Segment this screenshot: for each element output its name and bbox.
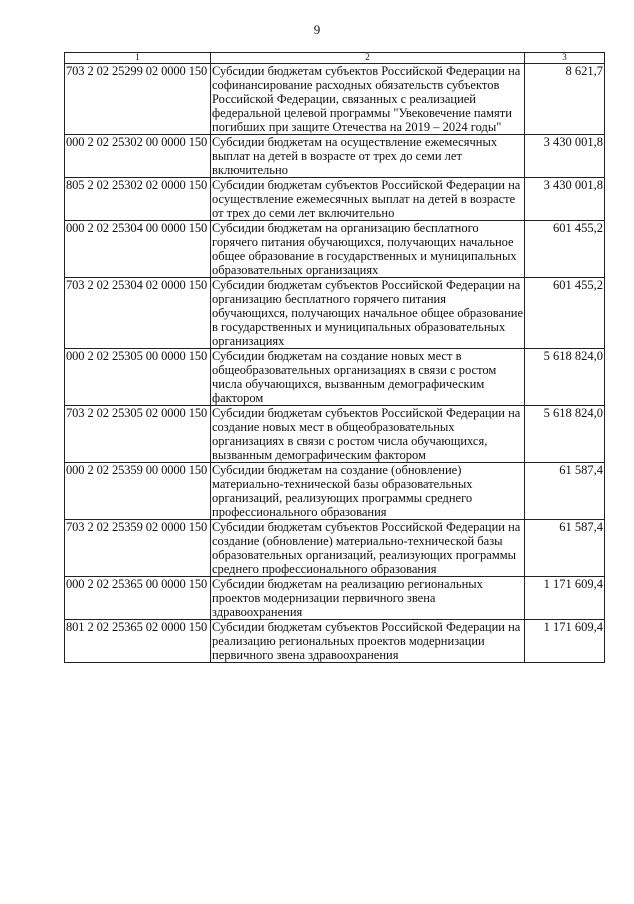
table-row — [65, 520, 605, 577]
item-amount: 61 587,4 — [525, 463, 605, 520]
table-row — [65, 463, 605, 520]
item-name: Субсидии бюджетам на создание (обновление) материально-технической базы образовательных организаций, реализующих программы среднего профессионального образования — [211, 463, 525, 520]
item-amount: 601 455,2 — [525, 278, 605, 349]
table-row — [65, 577, 605, 620]
item-name: Субсидии бюджетам на организацию бесплатного горячего питания обучающихся, получающих начальное общее образование в государственных и муниципальных образовательных организациях — [211, 221, 525, 278]
item-amount: 5 618 824,0 — [525, 406, 605, 463]
budget-code: 703 2 02 25305 02 0000 150 — [65, 406, 211, 463]
table-row — [65, 278, 605, 349]
table-row — [65, 406, 605, 463]
table-header-row — [65, 53, 605, 64]
column-header-1: 1 — [65, 53, 211, 64]
item-amount: 3 430 001,8 — [525, 135, 605, 178]
table-row — [65, 349, 605, 406]
item-name: Субсидии бюджетам субъектов Российской Федерации на создание новых мест в общеобразовательных организациях в связи с ростом числа обучающихся, вызванным демографическим фактором — [211, 406, 525, 463]
table-row — [65, 178, 605, 221]
budget-code: 805 2 02 25302 02 0000 150 — [65, 178, 211, 221]
budget-table — [64, 52, 605, 663]
item-amount: 5 618 824,0 — [525, 349, 605, 406]
item-name: Субсидии бюджетам субъектов Российской Федерации на организацию бесплатного горячего питания обучающихся, получающих начальное общее образование в государственных и муниципальных образовательных организациях — [212, 278, 524, 348]
item-amount: 1 171 609,4 — [525, 577, 605, 620]
budget-code: 000 2 02 25304 00 0000 150 — [65, 221, 211, 278]
budget-code: 703 2 02 25359 02 0000 150 — [65, 520, 211, 577]
item-amount: 601 455,2 — [525, 221, 605, 278]
item-name: Субсидии бюджетам на осуществление ежемесячных выплат на детей в возрасте от трех до семи лет включительно — [211, 135, 525, 178]
budget-code: 000 2 02 25305 00 0000 150 — [65, 349, 211, 406]
table-row — [65, 135, 605, 178]
item-amount: 8 621,7 — [525, 64, 605, 135]
table-row — [65, 620, 605, 663]
item-name: Субсидии бюджетам на реализацию региональных проектов модернизации первичного звена здравоохранения — [211, 577, 525, 620]
item-amount: 61 587,4 — [525, 520, 605, 577]
column-header-3: 3 — [525, 53, 605, 64]
table-row — [65, 64, 605, 135]
table-row — [65, 221, 605, 278]
budget-code: 703 2 02 25304 02 0000 150 — [65, 278, 211, 349]
budget-code: 000 2 02 25302 00 0000 150 — [65, 135, 211, 178]
budget-code: 000 2 02 25359 00 0000 150 — [65, 463, 211, 520]
item-name: Субсидии бюджетам субъектов Российской Федерации на софинансирование расходных обязательств субъектов Российской Федерации, связанных с реализацией федеральной целевой программы "Увековечение памяти погибших при защите Отечества на 2019 – 2024 годы" — [211, 64, 525, 135]
item-name: Субсидии бюджетам субъектов Российской Федерации на осуществление ежемесячных выплат на детей в возрасте от трех до семи лет включительно — [211, 178, 525, 221]
item-name: Субсидии бюджетам на создание новых мест в общеобразовательных организациях в связи с ростом числа обучающихся, вызванным демографическим фактором — [211, 349, 525, 406]
item-name: Субсидии бюджетам субъектов Российской Федерации на реализацию региональных проектов модернизации первичного звена здравоохранения — [211, 620, 525, 663]
column-header-2: 2 — [211, 53, 525, 64]
item-amount: 1 171 609,4 — [525, 620, 605, 663]
budget-code: 000 2 02 25365 00 0000 150 — [65, 577, 211, 620]
budget-code: 801 2 02 25365 02 0000 150 — [65, 620, 211, 663]
item-name: Субсидии бюджетам субъектов Российской Федерации на создание (обновление) материально-технической базы образовательных организаций, реализующих программы среднего профессионального образования — [211, 520, 525, 577]
budget-code: 703 2 02 25299 02 0000 150 — [65, 64, 211, 135]
page-number: 9 — [313, 22, 321, 37]
item-amount: 3 430 001,8 — [525, 178, 605, 221]
